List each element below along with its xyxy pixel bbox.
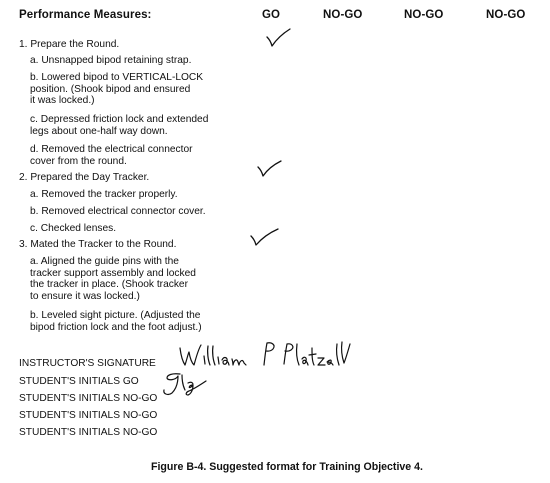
student-initials-no-go-label-2: STUDENT'S INITIALS NO-GO [19, 410, 158, 421]
step-1-item-b: b. Lowered bipod to VERTICAL-LOCK position. (Shook bipod and ensured it was locked.) [30, 72, 204, 106]
instructor-signature-label: INSTRUCTOR'S SIGNATURE [19, 358, 156, 369]
step-2-item-a: a. Removed the tracker properly. [30, 189, 178, 200]
student-initials-go-label: STUDENT'S INITIALS GO [19, 376, 139, 387]
column-header-go: GO [262, 9, 281, 21]
step-1-heading: 1. Prepare the Round. [19, 39, 120, 50]
student-handwritten-initials [158, 371, 210, 397]
instructor-handwritten-signature [176, 338, 352, 374]
step-1-item-c: c. Depressed friction lock and extended legs about one-half way down. [30, 114, 209, 137]
checkmark-icon [266, 28, 292, 50]
step-3-heading: 3. Mated the Tracker to the Round. [19, 239, 177, 250]
performance-measures-heading: Performance Measures: [19, 9, 152, 21]
checkmark-icon [250, 228, 280, 248]
student-initials-no-go-label-3: STUDENT'S INITIALS NO-GO [19, 427, 158, 438]
student-initials-no-go-label-1: STUDENT'S INITIALS NO-GO [19, 393, 158, 404]
step-2-item-c: c. Checked lenses. [30, 223, 117, 234]
step-1-item-a: a. Unsnapped bipod retaining strap. [30, 55, 192, 66]
step-3-item-a: a. Aligned the guide pins with the tracker support assembly and locked the tracker in place. (Shook tracker to ensure it was locked.) [30, 256, 196, 302]
step-3-item-b: b. Leveled sight picture. (Adjusted the bipod friction lock and the foot adjust.) [30, 310, 202, 333]
checkmark-icon [257, 160, 283, 180]
figure-caption: Figure B-4. Suggested format for Training Objective 4. [151, 461, 423, 473]
column-header-no-go-3: NO-GO [486, 9, 526, 21]
column-header-no-go-1: NO-GO [323, 9, 363, 21]
column-header-no-go-2: NO-GO [404, 9, 444, 21]
step-2-item-b: b. Removed electrical connector cover. [30, 206, 206, 217]
step-1-item-d: d. Removed the electrical connector cover from the round. [30, 144, 193, 167]
step-2-heading: 2. Prepared the Day Tracker. [19, 172, 150, 183]
